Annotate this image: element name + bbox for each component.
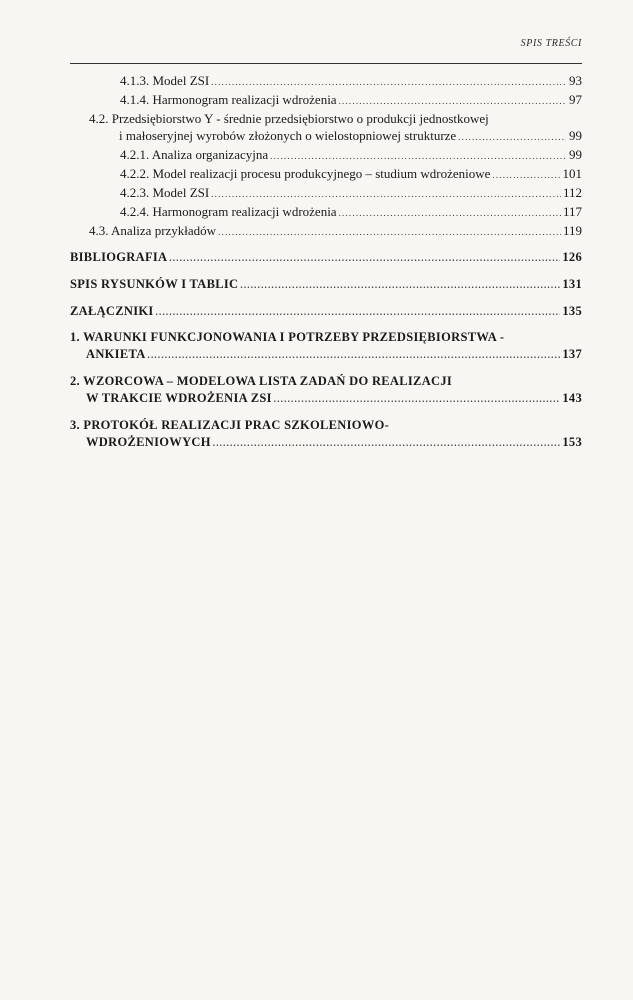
toc-entry-page: 126 <box>562 250 582 264</box>
toc-entry-zal-1-line2 <box>70 346 582 364</box>
toc-entry-page: 119 <box>562 223 582 238</box>
toc-entry-title: 4.1.3. Model ZSI <box>120 73 210 88</box>
toc-entry-page: 99 <box>569 128 582 143</box>
toc-entry-page: 137 <box>562 347 582 361</box>
toc-entry-page: 135 <box>562 304 582 318</box>
toc-entry-title: 4.1.4. Harmonogram realizacji wdrożenia <box>120 92 337 107</box>
toc-entry-title-continued: ANKIETA <box>86 347 146 361</box>
toc-entry-4-2-4 <box>70 203 582 222</box>
header-rule <box>70 63 582 64</box>
toc-entry-title: 4.2.2. Model realizacji procesu produkcyjnego – studium wdrożeniowe <box>120 166 491 181</box>
toc-entry-title: 4.2. Przedsiębiorstwo Y - średnie przedsiębiorstwo o produkcji jednostkowej <box>89 111 489 126</box>
toc-entry-page: 117 <box>562 204 582 219</box>
running-header: SPIS TREŚCI <box>520 38 582 49</box>
toc-entry-zal-2-line1: 2. WZORCOWA – MODELOWA LISTA ZADAŃ DO REALIZACJI <box>70 374 453 388</box>
dot-leader <box>274 391 561 408</box>
toc-entry-title: 4.2.4. Harmonogram realizacji wdrożenia <box>120 204 337 219</box>
toc-entry-4-1-3 <box>70 72 582 91</box>
toc-entry-title-continued: W TRAKCIE WDROŻENIA ZSI <box>86 391 272 405</box>
toc-entry-title: 4.2.1. Analiza organizacyjna <box>120 147 269 162</box>
toc-entry-zal-2-line2 <box>70 390 582 408</box>
toc-entry-4-3 <box>70 222 582 241</box>
toc-entry-zalaczniki <box>70 303 582 321</box>
dot-leader <box>211 186 561 203</box>
dot-leader <box>240 277 560 294</box>
toc-entry-page: 112 <box>562 185 582 200</box>
toc-entry-page: 101 <box>562 166 582 181</box>
toc-entry-page: 143 <box>562 391 582 405</box>
dot-leader <box>458 129 566 146</box>
toc-entry-4-1-4 <box>70 91 582 110</box>
toc-entry-zal-3-line2 <box>70 434 582 452</box>
toc-entry-title-continued: WDROŻENIOWYCH <box>86 435 211 449</box>
toc-entry-title: SPIS RYSUNKÓW I TABLIC <box>70 277 239 291</box>
toc-entry-title: 4.3. Analiza przykładów <box>89 223 217 238</box>
dot-leader <box>148 347 561 364</box>
dot-leader <box>213 435 561 452</box>
toc-entry-4-2-2 <box>70 165 582 184</box>
toc-entry-page: 153 <box>562 435 582 449</box>
dot-leader <box>339 93 566 110</box>
toc-entry-page: 99 <box>569 147 582 162</box>
dot-leader <box>339 205 561 222</box>
dot-leader <box>211 74 566 91</box>
toc-entry-page: 131 <box>562 277 582 291</box>
dot-leader <box>156 304 561 321</box>
toc-entry-title: ZAŁĄCZNIKI <box>70 304 154 318</box>
toc-entry-spis-rysunkow <box>70 276 582 294</box>
toc-entry-4-2-3 <box>70 184 582 203</box>
dot-leader <box>169 250 560 267</box>
toc-entry-title: BIBLIOGRAFIA <box>70 250 168 264</box>
toc-entry-page: 93 <box>569 73 582 88</box>
toc-entry-bibliografia <box>70 249 582 267</box>
dot-leader <box>492 167 560 184</box>
toc-entry-page: 97 <box>569 92 582 107</box>
toc-entry-title: 4.2.3. Model ZSI <box>120 185 210 200</box>
toc-entry-zal-3-line1: 3. PROTOKÓŁ REALIZACJI PRAC SZKOLENIOWO- <box>70 418 390 432</box>
table-of-contents <box>70 72 582 452</box>
toc-entry-zal-1-line1: 1. WARUNKI FUNKCJONOWANIA I POTRZEBY PRZEDSIĘBIORSTWA - <box>70 330 505 344</box>
dot-leader <box>218 224 561 241</box>
toc-entry-4-2-line2 <box>70 127 582 146</box>
toc-entry-4-2-1 <box>70 146 582 165</box>
toc-entry-4-2-line1 <box>70 110 582 127</box>
dot-leader <box>270 148 566 165</box>
toc-entry-title-continued: i małoseryjnej wyrobów złożonych o wielostopniowej strukturze <box>119 128 457 143</box>
